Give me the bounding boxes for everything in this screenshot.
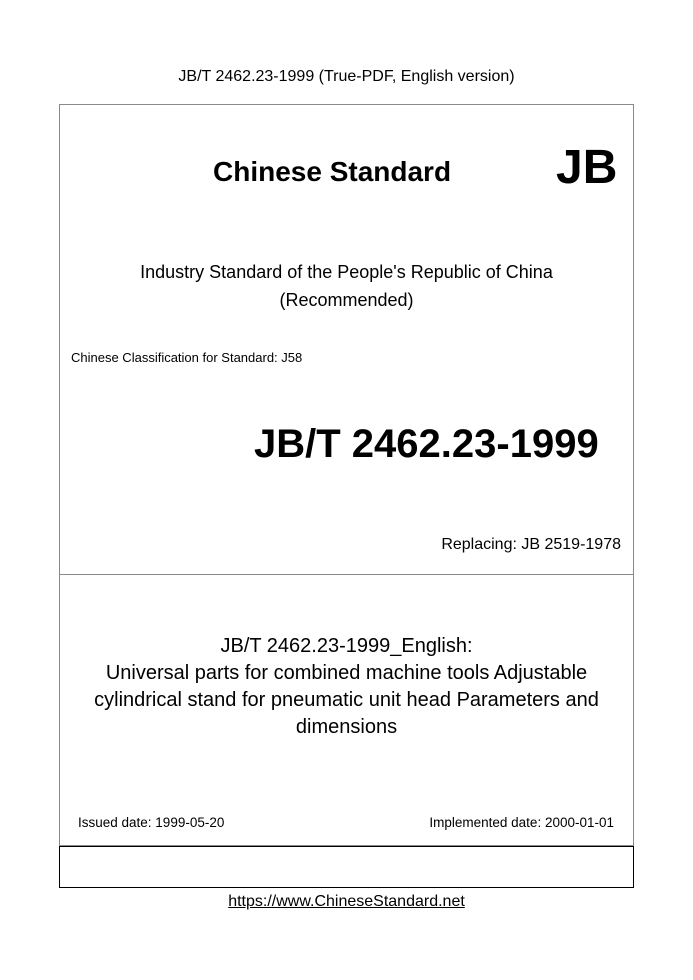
classification-text: Chinese Classification for Standard: J58 xyxy=(71,350,303,365)
website-link[interactable]: https://www.ChineseStandard.net xyxy=(228,893,465,910)
industry-line-1: Industry Standard of the People's Republic of China xyxy=(140,262,553,282)
standard-code: JB xyxy=(556,141,618,194)
industry-standard-text xyxy=(59,258,634,314)
title-line-4: dimensions xyxy=(295,716,398,738)
page-header-title: JB/T 2462.23-1999 (True-PDF, English version) xyxy=(178,68,515,85)
replacing-text: Replacing: JB 2519-1978 xyxy=(441,536,621,553)
footer-frame xyxy=(59,846,634,888)
issued-date: Issued date: 1999-05-20 xyxy=(78,815,225,830)
title-line-2: Universal parts for combined machine tools Adjustable xyxy=(105,662,588,684)
chinese-standard-heading: Chinese Standard xyxy=(213,156,452,187)
industry-line-2: (Recommended) xyxy=(279,290,414,310)
standard-number: JB/T 2462.23-1999 xyxy=(254,422,599,466)
title-line-1: JB/T 2462.23-1999_English: xyxy=(220,635,473,657)
document-title xyxy=(59,633,634,741)
implemented-date: Implemented date: 2000-01-01 xyxy=(429,815,614,830)
title-line-3: cylindrical stand for pneumatic unit head Parameters and xyxy=(94,689,599,711)
